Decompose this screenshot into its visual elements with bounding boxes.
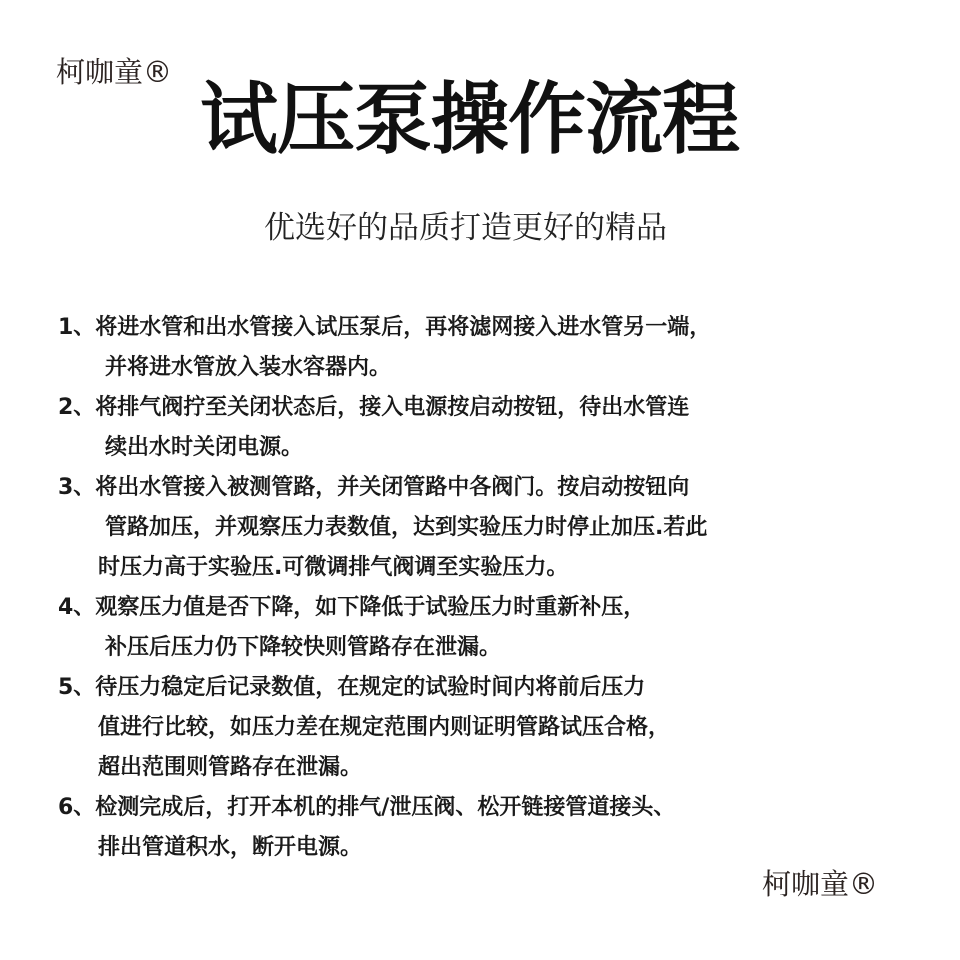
step-3 xyxy=(58,468,938,588)
step-line: 2、将排气阀拧至关闭状态后，接入电源按启动按钮，待出水管连 xyxy=(58,395,690,420)
steps-list xyxy=(58,308,938,868)
step-1 xyxy=(58,308,938,388)
brand-watermark-bottom: 柯咖童® xyxy=(762,867,879,901)
step-line: 时压力高于实验压.可微调排气阀调至实验压力。 xyxy=(98,555,569,580)
step-line: 6、检测完成后，打开本机的排气/泄压阀、松开链接管道接头、 xyxy=(58,795,676,820)
step-line: 5、待压力稳定后记录数值，在规定的试验时间内将前后压力 xyxy=(58,675,646,700)
step-4 xyxy=(58,588,938,668)
step-line: 并将进水管放入装水容器内。 xyxy=(105,355,392,380)
step-2 xyxy=(58,388,938,468)
step-line: 排出管道积水，断开电源。 xyxy=(98,835,363,860)
step-line: 超出范围则管路存在泄漏。 xyxy=(98,755,363,780)
step-line: 1、将进水管和出水管接入试压泵后，再将滤网接入进水管另一端， xyxy=(58,315,712,340)
step-line: 值进行比较，如压力差在规定范围内则证明管路试压合格， xyxy=(98,715,671,740)
step-line: 管路加压，并观察压力表数值，达到实验压力时停止加压.若此 xyxy=(105,515,708,540)
step-line: 3、将出水管接入被测管路，并关闭管路中各阀门。按启动按钮向 xyxy=(58,475,690,500)
step-line: 4、观察压力值是否下降，如下降低于试验压力时重新补压， xyxy=(58,595,646,620)
step-6 xyxy=(58,788,938,868)
step-line: 补压后压力仍下降较快则管路存在泄漏。 xyxy=(105,635,502,660)
page-subtitle: 优选好的品质打造更好的精品 xyxy=(264,210,667,246)
brand-watermark-top: 柯咖童® xyxy=(56,55,173,89)
step-line: 续出水时关闭电源。 xyxy=(105,435,304,460)
step-5 xyxy=(58,668,938,788)
page-title: 试压泵操作流程 xyxy=(200,75,740,165)
